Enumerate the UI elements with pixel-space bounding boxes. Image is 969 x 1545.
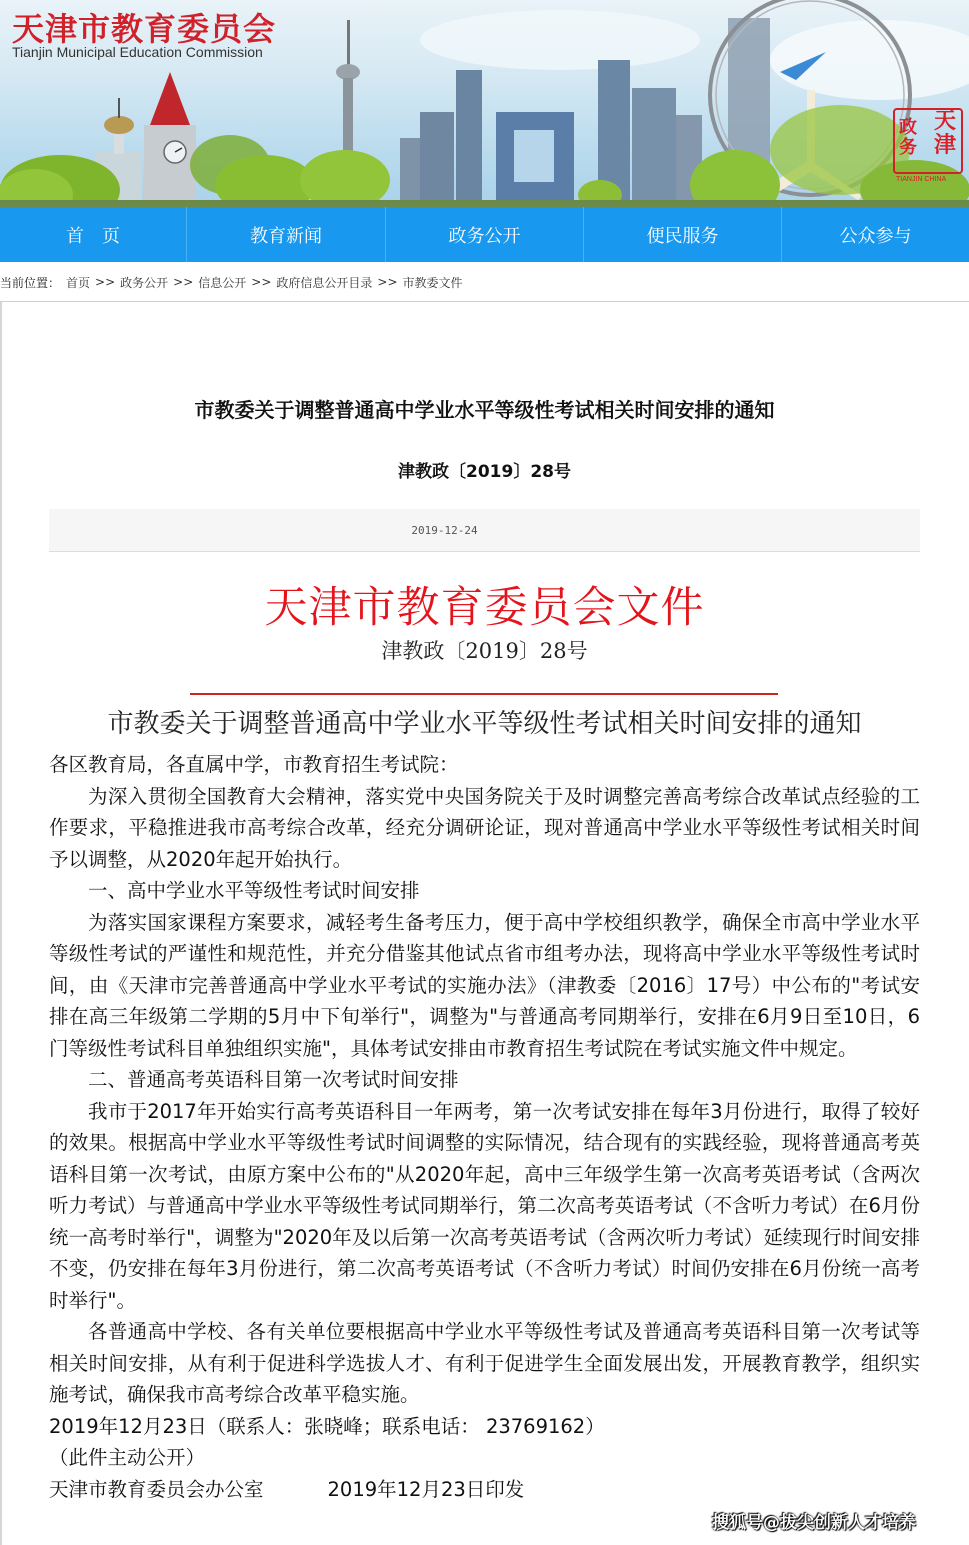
header-banner (0, 0, 969, 207)
breadcrumb-home[interactable]: 首页 (66, 275, 91, 290)
document-red-header: 天津市教育委员会文件 (264, 583, 705, 633)
site-logo-subtitle: Tianjin Municipal Education Commission (12, 44, 263, 60)
article-doc-number: 津教政〔2019〕28号 (398, 462, 571, 482)
breadcrumb-separator: >> (251, 275, 272, 289)
addressee: 各区教育局，各直属中学，市教育招生考试院： (49, 753, 459, 776)
publish-info-bar (49, 509, 920, 552)
breadcrumb (0, 272, 463, 292)
paragraph-section-2: 我市于2017年开始实行高考英语科目一年两考，第一次考试安排在每年3月份进行，取得了较好的效果。根据高中学业水平等级性考试时间调整的实际情况，结合现有的实践经验，现将普通高考英语科目第一次考试，由原方案中公布的"从2020年起，高中三年级学生第一次高考英语考试（含两次听力考试）与普通高中学业水平等级性考试同期举行，第二次高考英语考试（不含听力考试）在6月份统一高考时举行"，调整为"2020年及以后第一次高考英语考试（含两次听力考试）延续现行时间安排不变，仍安排在每年3月份进行，第二次高考英语考试（不含听力考试）时间仍安排在6月份统一高考时举行"。 (49, 1099, 920, 1312)
breadcrumb-government-affairs[interactable]: 政务公开 (120, 275, 169, 290)
breadcrumb-info-catalog[interactable]: 政府信息公开目录 (276, 275, 373, 290)
document-title: 市教委关于调整普通高中学业水平等级性考试相关时间安排的通知 (107, 709, 862, 739)
red-divider (190, 693, 778, 695)
paragraph-section-1: 为落实国家课程方案要求，减轻考生备考压力，便于高中学校组织教学，确保全市高中学业水平等级性考试的严谨性和规范性，并充分借鉴其他试点省市组考办法，现将高中学业水平等级性考试时间，由《天津市完善普通高中学业水平考试的实施办法》（津教委〔2016〕17号）中公布的"考试安排在高三年级第二学期的5月中下旬举行"，调整为"与普通高考同期举行，安排在6月9日至10日，6门等级性考试科目单独组织实施"，具体考试安排由市教育招生考试院在考试实施文件中规定。 (49, 910, 920, 1060)
site-logo-title[interactable]: 天津市教育委员会 (12, 10, 277, 48)
main-nav (0, 207, 969, 262)
document-number: 津教政〔2019〕28号 (381, 639, 588, 663)
article-title: 市教委关于调整普通高中学业水平等级性考试相关时间安排的通知 (194, 398, 775, 422)
nav-education-news[interactable]: 教育新闻 (187, 207, 386, 262)
issuer-name: 天津市教育委员会办公室 (49, 1477, 264, 1501)
breadcrumb-info-disclosure[interactable]: 信息公开 (198, 275, 247, 290)
issuer-line (49, 1474, 920, 1506)
publish-date: 2019-12-24 (411, 523, 478, 537)
breadcrumb-separator: >> (377, 275, 398, 289)
tianjin-gov-seal-logo: 天 津 政 务 (893, 108, 963, 174)
nav-government-affairs[interactable]: 政务公开 (386, 207, 584, 262)
seal-subtext: TIANJIN CHINA (896, 176, 947, 183)
nav-public-participation[interactable]: 公众参与 (839, 225, 912, 247)
nav-public-services[interactable]: 便民服务 (584, 207, 782, 262)
sohu-watermark: 搜狐号@拔尖创新人才培养 (712, 1513, 916, 1533)
breadcrumb-separator: >> (173, 275, 194, 289)
paragraph-intro: 为深入贯彻全国教育大会精神，落实党中央国务院关于及时调整完善高考综合改革试点经验的工作要求，平稳推进我市高考综合改革，经充分调研论证，现对普通高中学业水平等级性考试相关时间予以调整，从2020年起开始执行。 (49, 784, 920, 871)
nav-home[interactable]: 首 页 (0, 207, 187, 262)
section-heading-2: 二、普通高考英语科目第一次考试时间安排 (88, 1068, 459, 1091)
issue-date: 2019年12月23日印发 (327, 1477, 525, 1501)
paragraph-closing: 各普通高中学校、各有关单位要根据高中学业水平等级性考试及普通高考英语科目第一次考试等相关时间安排，从有利于促进科学选拔人才、有利于促进学生全面发展出发，开展教育教学，组织实施考试，确保我市高考综合改革平稳实施。 (49, 1320, 920, 1406)
disclosure-note: （此件主动公开） (49, 1446, 206, 1469)
breadcrumb-separator: >> (95, 275, 116, 289)
section-heading-1: 一、高中学业水平等级性考试时间安排 (88, 879, 420, 902)
document-body (49, 749, 920, 1505)
breadcrumb-commission-documents[interactable]: 市教委文件 (402, 275, 463, 290)
breadcrumb-label: 当前位置： (0, 275, 61, 290)
date-contact-line: 2019年12月23日（联系人：张晓峰；联系电话： 23769162） (49, 1414, 605, 1438)
